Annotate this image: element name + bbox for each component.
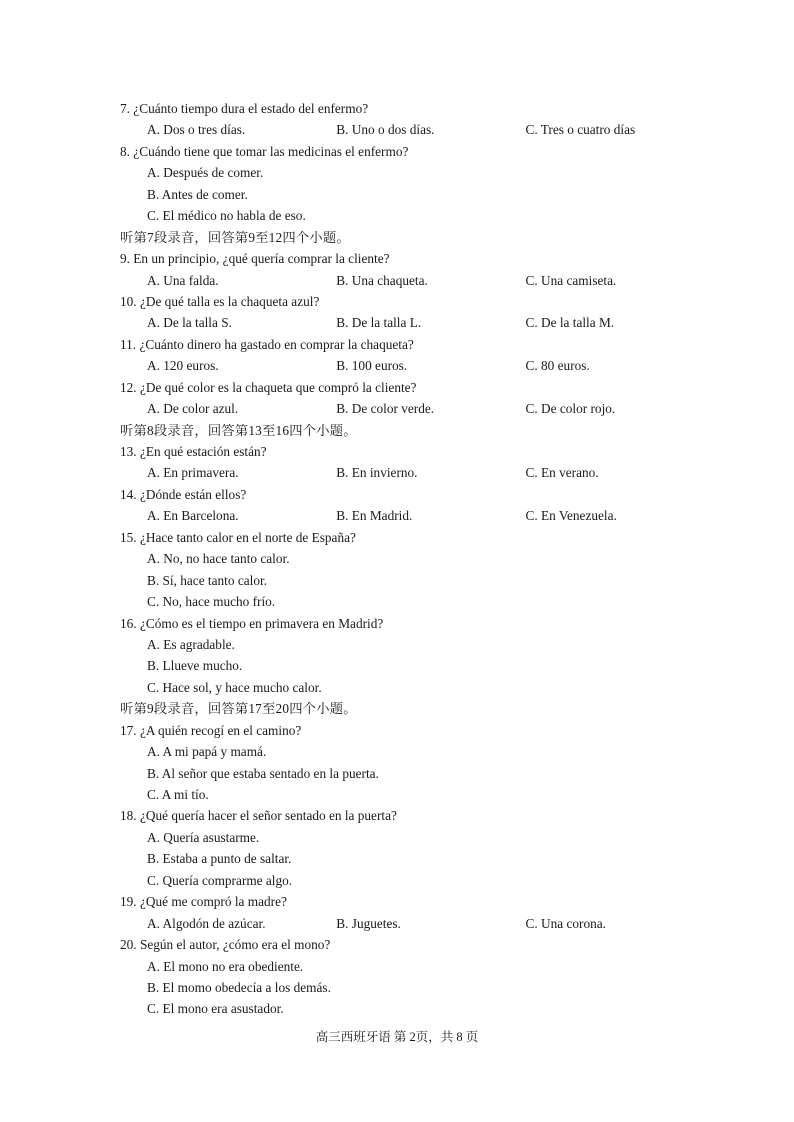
answer-option: A. El mono no era obediente. — [147, 958, 304, 974]
answer-option: C. El mono era asustador. — [147, 1001, 284, 1017]
answer-option: C. En Venezuela. — [525, 508, 617, 524]
answer-option: C. El médico no habla de eso. — [147, 208, 306, 224]
answer-option: A. A mi papá y mamá. — [147, 744, 267, 760]
answer-option: C. Una corona. — [525, 915, 606, 931]
answer-option: B. Una chaqueta. — [336, 272, 428, 288]
answer-option: C. Tres o cuatro días — [525, 122, 636, 138]
answer-option: C. Quería comprarme algo. — [147, 872, 293, 888]
question-text: 19. ¿Qué me compró la madre? — [120, 894, 287, 910]
question-text: 8. ¿Cuándo tiene que tomar las medicinas el enfermo? — [120, 143, 409, 159]
question-text: 10. ¿De qué talla es la chaqueta azul? — [120, 293, 320, 309]
question-list — [120, 98, 680, 1020]
option-row — [120, 398, 680, 419]
answer-option: B. En Madrid. — [336, 508, 413, 524]
answer-option: B. Sí, hace tanto calor. — [147, 572, 268, 588]
question-text: 9. En un principio, ¿qué quería comprar la cliente? — [120, 251, 390, 267]
question-text: 12. ¿De qué color es la chaqueta que compró la cliente? — [120, 379, 417, 395]
answer-option: A. Es agradable. — [147, 636, 235, 652]
option-row — [120, 270, 680, 291]
answer-option: B. De color verde. — [336, 401, 435, 417]
answer-option: C. De la talla M. — [525, 315, 615, 331]
question-text: 7. ¿Cuánto tiempo dura el estado del enfermo? — [120, 101, 369, 116]
answer-option: C. Una camiseta. — [525, 272, 617, 288]
question-text: 17. ¿A quién recogí en el camino? — [120, 722, 302, 738]
answer-option: B. En invierno. — [336, 465, 418, 481]
answer-option: A. Una falda. — [147, 272, 219, 288]
answer-option: B. Uno o dos días. — [336, 122, 435, 138]
answer-option: C. Hace sol, y hace mucho calor. — [147, 679, 322, 695]
answer-option: A. Algodón de azúcar. — [147, 915, 266, 931]
page-footer: 高三西班牙语 第 2页，共 8 页 — [315, 1030, 479, 1044]
answer-option: B. El momo obedecía a los demás. — [147, 979, 331, 995]
answer-option: C. En verano. — [525, 465, 599, 481]
option-row — [120, 913, 680, 934]
answer-option: A. En primavera. — [147, 465, 239, 481]
question-text: 13. ¿En qué estación están? — [120, 444, 267, 459]
answer-option: B. Estaba a punto de saltar. — [147, 851, 292, 867]
answer-option: A. De la talla S. — [147, 315, 232, 331]
answer-option: B. Antes de comer. — [147, 186, 248, 202]
option-row — [120, 505, 680, 526]
answer-option: C. De color rojo. — [525, 401, 616, 417]
option-row — [120, 119, 680, 140]
answer-option: A. Quería asustarme. — [147, 829, 260, 845]
answer-option: A. No, no hace tanto calor. — [147, 551, 290, 567]
answer-option: C. A mi tío. — [147, 787, 209, 802]
question-text: 14. ¿Dónde están ellos? — [120, 486, 247, 502]
section-instruction: 听第8段录音，回答第13至16四个小题。 — [120, 422, 357, 438]
section-instruction: 听第7段录音，回答第9至12四个小题。 — [120, 229, 350, 245]
option-row — [120, 355, 680, 376]
question-text: 18. ¿Qué quería hacer el señor sentado en la puerta? — [120, 808, 397, 824]
answer-option: A. Después de comer. — [147, 165, 264, 181]
answer-option: B. Al señor que estaba sentado en la puerta. — [147, 765, 379, 781]
answer-option: B. Juguetes. — [336, 915, 401, 931]
answer-option: B. 100 euros. — [336, 358, 408, 374]
answer-option: A. En Barcelona. — [147, 508, 239, 524]
question-text: 11. ¿Cuánto dinero ha gastado en comprar la chaqueta? — [120, 336, 414, 352]
answer-option: B. Llueve mucho. — [147, 658, 243, 674]
answer-option: A. De color azul. — [147, 401, 239, 417]
option-row — [120, 462, 680, 483]
answer-option: C. No, hace mucho frío. — [147, 594, 276, 610]
answer-option: C. 80 euros. — [525, 358, 590, 374]
question-text: 15. ¿Hace tanto calor en el norte de España? — [120, 529, 356, 545]
option-row — [120, 312, 680, 333]
answer-option: A. 120 euros. — [147, 358, 219, 374]
answer-option: B. De la talla L. — [336, 315, 422, 331]
question-text: 16. ¿Cómo es el tiempo en primavera en Madrid? — [120, 615, 384, 631]
answer-option: A. Dos o tres días. — [147, 122, 246, 138]
section-instruction: 听第9段录音，回答第17至20四个小题。 — [120, 701, 357, 717]
question-text: 20. Según el autor, ¿cómo era el mono? — [120, 937, 331, 953]
